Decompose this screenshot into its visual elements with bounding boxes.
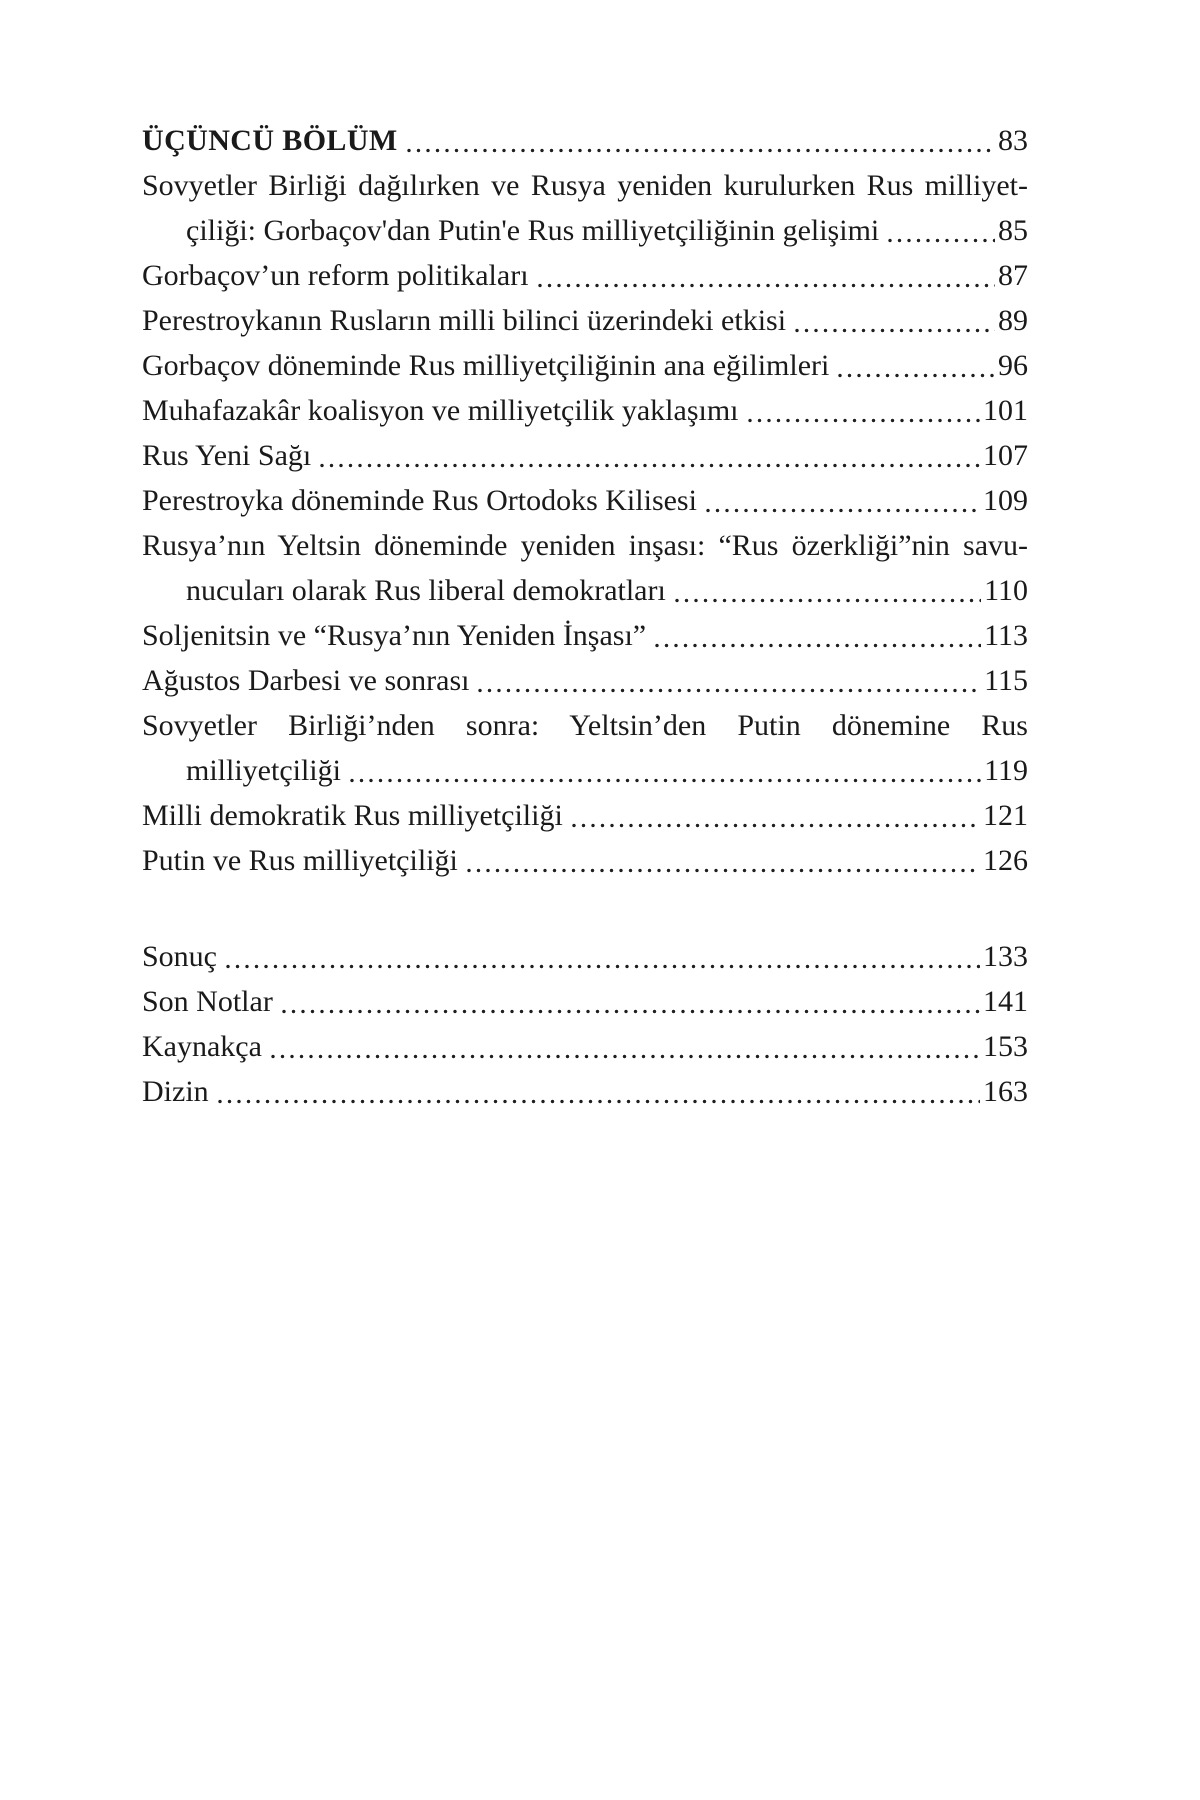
toc-entry-title: Kaynakça [142, 1030, 262, 1063]
toc-entry [142, 793, 1028, 838]
dot-leader [836, 373, 995, 378]
toc-entry-title: milliyetçiliği [186, 754, 341, 787]
toc-entry-title: Perestroyka döneminde Rus Ortodoks Kilisesi [142, 484, 697, 517]
toc-page-number: 153 [983, 1030, 1028, 1063]
toc-entry-title: Son Notlar [142, 985, 273, 1018]
toc-page-number: 109 [983, 484, 1028, 517]
toc-entry [142, 748, 1028, 793]
toc-entry [142, 478, 1028, 523]
dot-leader [536, 283, 995, 288]
toc-page-number: 107 [983, 439, 1028, 472]
toc-entry [142, 388, 1028, 433]
toc-page-number: 133 [983, 940, 1028, 973]
toc-entry [142, 1069, 1028, 1114]
dot-leader [476, 688, 981, 693]
toc-entry-title: Ağustos Darbesi ve sonrası [142, 664, 470, 697]
toc-page-number: 87 [998, 259, 1028, 292]
toc-page-number: 101 [983, 394, 1028, 427]
dot-leader [224, 964, 980, 969]
toc-entry-title: çiliği: Gorbaçov'dan Putin'e Rus milliyetçiliğinin gelişimi [186, 214, 880, 247]
dot-leader [793, 328, 995, 333]
dot-leader [465, 868, 980, 873]
toc-entry-title: Gorbaçov döneminde Rus milliyetçiliğinin ana eğilimleri [142, 349, 830, 382]
toc-entry [142, 658, 1028, 703]
dot-leader [653, 643, 981, 648]
toc-page-number: 126 [983, 844, 1028, 877]
toc-page-number: 141 [983, 985, 1028, 1018]
toc-page-number: 96 [998, 349, 1028, 382]
toc-entry-title: nucuları olarak Rus liberal demokratları [186, 574, 666, 607]
toc-page-number: 119 [984, 754, 1028, 787]
toc-entry-title: Perestroykanın Rusların milli bilinci üzerindeki etkisi [142, 304, 787, 337]
dot-leader [570, 823, 980, 828]
section-gap [142, 883, 1028, 934]
dot-leader [216, 1099, 980, 1104]
toc-entry [142, 208, 1028, 253]
toc-entry-title: Sonuç [142, 940, 217, 973]
dot-leader [704, 508, 980, 513]
toc-page-number: 85 [998, 214, 1028, 247]
toc-page-number: 115 [984, 664, 1028, 697]
toc-entry [142, 1024, 1028, 1069]
toc-page-number: 83 [998, 124, 1028, 157]
dot-leader [280, 1009, 980, 1014]
toc-entry-title: Putin ve Rus milliyetçiliği [142, 844, 458, 877]
toc-entry [142, 343, 1028, 388]
toc-entry [142, 613, 1028, 658]
toc-entry-title: Rusya’nın Yeltsin döneminde yeniden inşası: “Rus özerkliği”nin savu- [142, 529, 1028, 562]
dot-leader [269, 1054, 980, 1059]
toc-entry-title: Sovyetler Birliği’nden sonra: Yeltsin’den Putin dönemine Rus [142, 709, 1028, 742]
toc-entry-title: Rus Yeni Sağı [142, 439, 312, 472]
dot-leader [405, 148, 995, 153]
toc-entry [142, 298, 1028, 343]
toc-entry [142, 253, 1028, 298]
toc-entry [142, 523, 1028, 568]
dot-leader [746, 418, 981, 423]
toc-entry [142, 838, 1028, 883]
toc-page-number: 110 [984, 574, 1028, 607]
toc-entry-title: ÜÇÜNCÜ BÖLÜM [142, 124, 398, 157]
dot-leader [348, 778, 981, 783]
toc-page-number: 113 [984, 619, 1028, 652]
toc-chapter-heading [142, 118, 1028, 163]
toc-entry [142, 568, 1028, 613]
table-of-contents [142, 118, 1028, 1114]
toc-page-number: 89 [998, 304, 1028, 337]
toc-entry-title: Gorbaçov’un reform politikaları [142, 259, 529, 292]
toc-entry [142, 934, 1028, 979]
toc-entry [142, 979, 1028, 1024]
dot-leader [318, 463, 980, 468]
dot-leader [673, 598, 981, 603]
toc-entry-title: Muhafazakâr koalisyon ve milliyetçilik yaklaşımı [142, 394, 739, 427]
toc-entry-title: Dizin [142, 1075, 209, 1108]
toc-entry-title: Sovyetler Birliği dağılırken ve Rusya yeniden kurulurken Rus milliyet- [142, 169, 1028, 202]
toc-entry-title: Soljenitsin ve “Rusya’nın Yeniden İnşası” [142, 619, 647, 652]
dot-leader [886, 238, 995, 243]
toc-page-number: 163 [983, 1075, 1028, 1108]
toc-entry [142, 433, 1028, 478]
toc-entry-title: Milli demokratik Rus milliyetçiliği [142, 799, 563, 832]
toc-entry [142, 703, 1028, 748]
toc-entry [142, 163, 1028, 208]
toc-page-number: 121 [983, 799, 1028, 832]
